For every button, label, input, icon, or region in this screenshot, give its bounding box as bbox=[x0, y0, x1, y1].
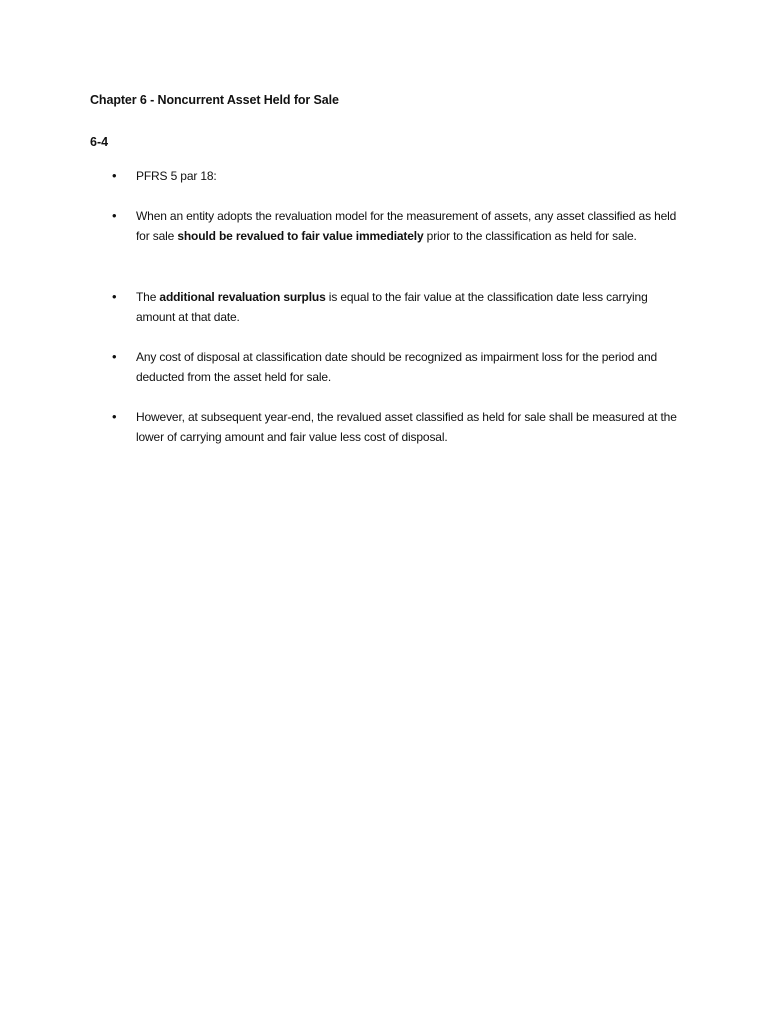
list-item-text bbox=[136, 407, 684, 447]
section-number: 6-4 bbox=[90, 135, 109, 149]
bullet-icon: • bbox=[112, 349, 117, 364]
text-run: The bbox=[136, 290, 160, 304]
list-item-text bbox=[136, 287, 684, 327]
text-run: When an entity adopts the revaluation model for the measurement of assets, any asset classified as held for sale bbox=[136, 209, 677, 243]
list-item-text bbox=[136, 166, 684, 186]
text-run: PFRS 5 par 18: bbox=[136, 169, 217, 183]
text-run: Any cost of disposal at classification date should be recognized as impairment loss for the period and deducted from the asset held for sale. bbox=[136, 350, 657, 384]
list-item-text bbox=[136, 206, 684, 246]
bullet-icon: • bbox=[112, 409, 117, 424]
text-run: However, at subsequent year-end, the revalued asset classified as held for sale shall be measured at the lower of carrying amount and fair value less cost of disposal. bbox=[136, 410, 677, 444]
chapter-title: Chapter 6 - Noncurrent Asset Held for Sale bbox=[90, 93, 339, 107]
bullet-icon: • bbox=[112, 208, 117, 223]
text-run: is equal to the fair value at the classification date less carrying amount at that date. bbox=[136, 290, 648, 324]
text-run: prior to the classification as held for sale. bbox=[423, 229, 637, 243]
emphasized-text-run: should be revalued to fair value immediately bbox=[177, 229, 424, 243]
list-item-text bbox=[136, 347, 684, 387]
bullet-icon: • bbox=[112, 289, 117, 304]
emphasized-text-run: additional revaluation surplus bbox=[159, 290, 326, 304]
bullet-icon: • bbox=[112, 168, 117, 183]
